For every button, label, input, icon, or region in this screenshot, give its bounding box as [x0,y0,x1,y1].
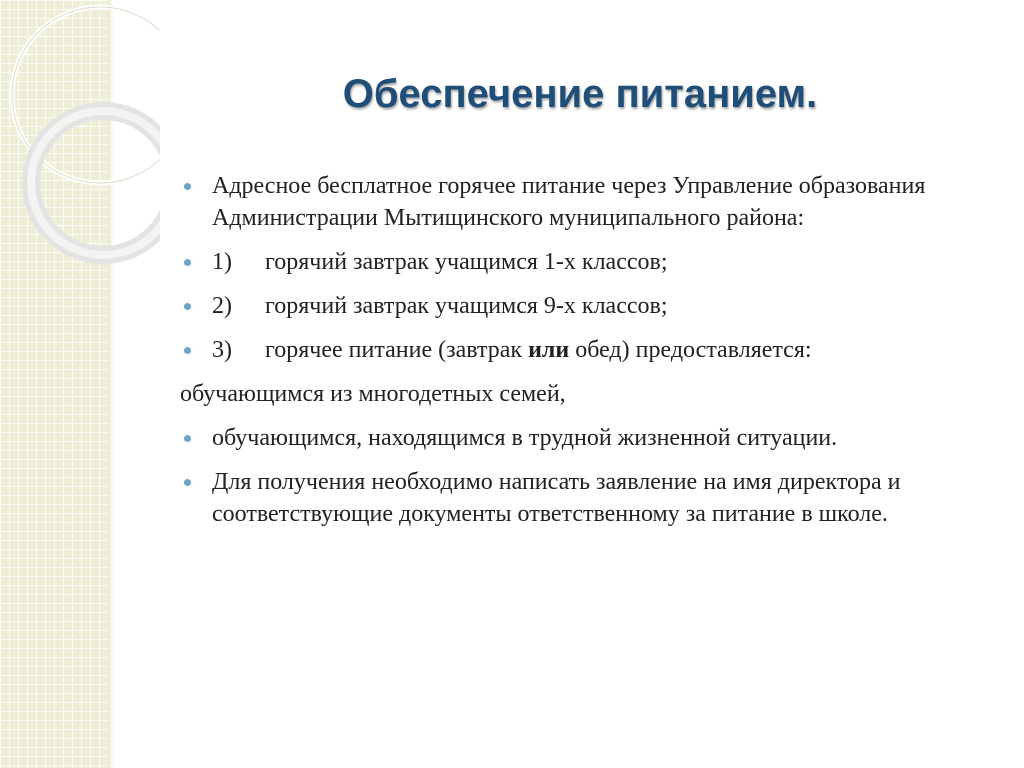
paragraph-large-families [180,378,980,410]
paragraph-large-families-text: обучающимся из многодетных семей, [180,381,566,407]
list-item-breakfast-grade-9 [180,290,980,322]
decorative-rings [0,0,160,330]
slide-title-period: . [806,72,818,116]
list-item-text-bold: или [528,337,570,363]
paragraph-intro [180,170,980,234]
list-item-number: 3) [212,337,232,363]
paragraph-difficult-situation-text: обучающимся, находящимся в трудной жизненной ситуации. [212,425,838,451]
list-item-breakfast-grade-1 [180,246,980,278]
slide-title [180,72,980,117]
slide-title-text: Обеспечение питанием [342,72,807,116]
paragraph-application-text: Для получения необходимо написать заявление на имя директора и соответствующие документы ответственному за питание в школе. [212,469,901,527]
list-item-text-end: обед) предоставляется: [569,337,812,363]
slide-body [180,170,980,542]
list-item-hot-meal [180,334,980,366]
paragraph-application [180,466,980,530]
list-item-number: 2) [212,293,232,319]
paragraph-difficult-situation [180,422,980,454]
list-item-text-start: горячее питание (завтрак [265,337,529,363]
list-item-text: горячий завтрак учащимся 1-х классов; [265,249,668,275]
list-item-number: 1) [212,249,232,275]
list-item-text: горячий завтрак учащимся 9-х классов; [265,293,668,319]
paragraph-intro-text: Адресное бесплатное горячее питание через Управление образования Администрации Мытищинского муниципального района: [212,173,926,231]
